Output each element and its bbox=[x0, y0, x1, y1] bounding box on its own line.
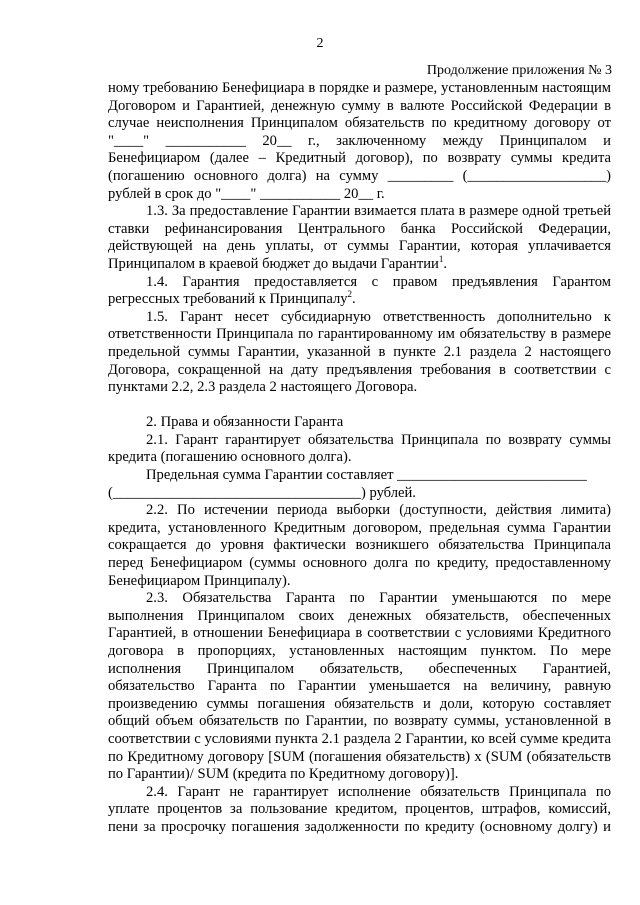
paragraph-1-3-text: 1.3. За предоставление Гарантии взимается плата в размере одной третьей ставки рефинансирования Центрального банка Российской Федерации, действующей на день уплаты, от суммы Гарантии, которая уплачивается Принципалом в краевой бюджет до выдачи Гарантии bbox=[108, 203, 611, 272]
paragraph-1-4: 1.4. Гарантия предоставляется с правом предъявления Гарантом регрессных требований к Принципалу$^2$. bbox=[108, 273, 611, 308]
document-body bbox=[108, 80, 611, 837]
paragraph-2-2: 2.2. По истечении периода выборки (доступности, действия лимита) кредита, установленного Кредитным договором, предельная сумма Гарантии сокращается до уровня фактически возникшего обязательства Принципала перед Бенефициаром (суммы основного долга по кредиту, предоставленному Бенефициаром Принципалу). bbox=[108, 502, 611, 589]
guarantee-limit-line: Предельная сумма Гарантии составляет __________________________ bbox=[146, 467, 587, 484]
paragraph-2-4: 2.4. Гарант не гарантирует исполнение обязательств Принципала по уплате процентов за пользование кредитом, процентов, штрафов, комиссий, пени за просрочку погашения задолженности по кредиту (основному долгу) и bbox=[108, 783, 611, 835]
paragraph-intro-last-line: рублей в срок до "____" ___________ 20__ г. bbox=[108, 185, 385, 202]
paragraph-1-3: 1.3. За предоставление Гарантии взимается плата в размере одной третьей ставки рефинансирования Центрального банка Российской Федерации, действующей на день уплаты, от суммы Гарантии, которая уплачивается Принципалом в краевой бюджет до выдачи Гарантии$^1$. bbox=[108, 203, 611, 272]
page-number: 2 bbox=[316, 36, 324, 51]
section-2-title: 2. Права и обязанности Гаранта bbox=[146, 414, 344, 431]
spacer bbox=[108, 397, 611, 415]
continuation-header: Продолжение приложения № 3 bbox=[426, 63, 612, 78]
footnote-ref-1: 1 bbox=[438, 254, 444, 265]
paragraph-1-5: 1.5. Гарант несет субсидиарную ответственность дополнительно к ответственности Принципала по гарантированному им обязательству в размере предельной суммы Гарантии, указанной в пункте 2.1 раздела 2 настоящего Договора, сокращенной на дату предъявления требования в соответствии с пунктами 2.2, 2.3 раздела 2 настоящего Договора. bbox=[108, 308, 611, 396]
paragraph-2-1: 2.1. Гарант гарантирует обязательства Принципала по возврату суммы кредита (погашению основного долга). bbox=[108, 431, 611, 466]
guarantee-limit-amount-line: (__________________________________) рублей. bbox=[108, 484, 416, 501]
paragraph-intro: ному требованию Бенефициара в порядке и размере, установленным настоящим Договором и Гарантией, денежную сумму в валюте Российской Федерации в случае неисполнения Принципалом обязательств по кредитному договору от "____" ___________ 20__ г., заключенному между Принципалом и Бенефициаром (далее – Кредитный договор), по возврату суммы кредита (погашению основного долга) на сумму _________ (___________________) bbox=[108, 80, 611, 184]
footnote-ref-2: 2 bbox=[347, 289, 353, 300]
paragraph-1-4-text: 1.4. Гарантия предоставляется с правом предъявления Гарантом регрессных требований к Принципалу bbox=[108, 273, 611, 308]
paragraph-2-3: 2.3. Обязательства Гаранта по Гарантии уменьшаются по мере выполнения Принципалом своих денежных обязательств, обеспеченных Гарантией, в отношении Бенефициара в соответствии с условиями Кредитного договора в пропорциях, установленных настоящим пунктом. По мере исполнения Принципалом обязательств, обеспеченных Гарантией, обязательство Гаранта по Гарантии уменьшается на величину, равную произведению суммы погашения обязательств и доли, которую составляет общий объем обязательств по Гарантии, по возврату суммы, установленной в соответствии с условиями пункта 2.1 раздела 2 Гарантии, ко всей сумме кредита по Кредитному договору [SUM (погашения обязательств) x (SUM (обязательств по Гарантии)/ SUM (кредита по Кредитному договору)]. bbox=[108, 590, 611, 783]
